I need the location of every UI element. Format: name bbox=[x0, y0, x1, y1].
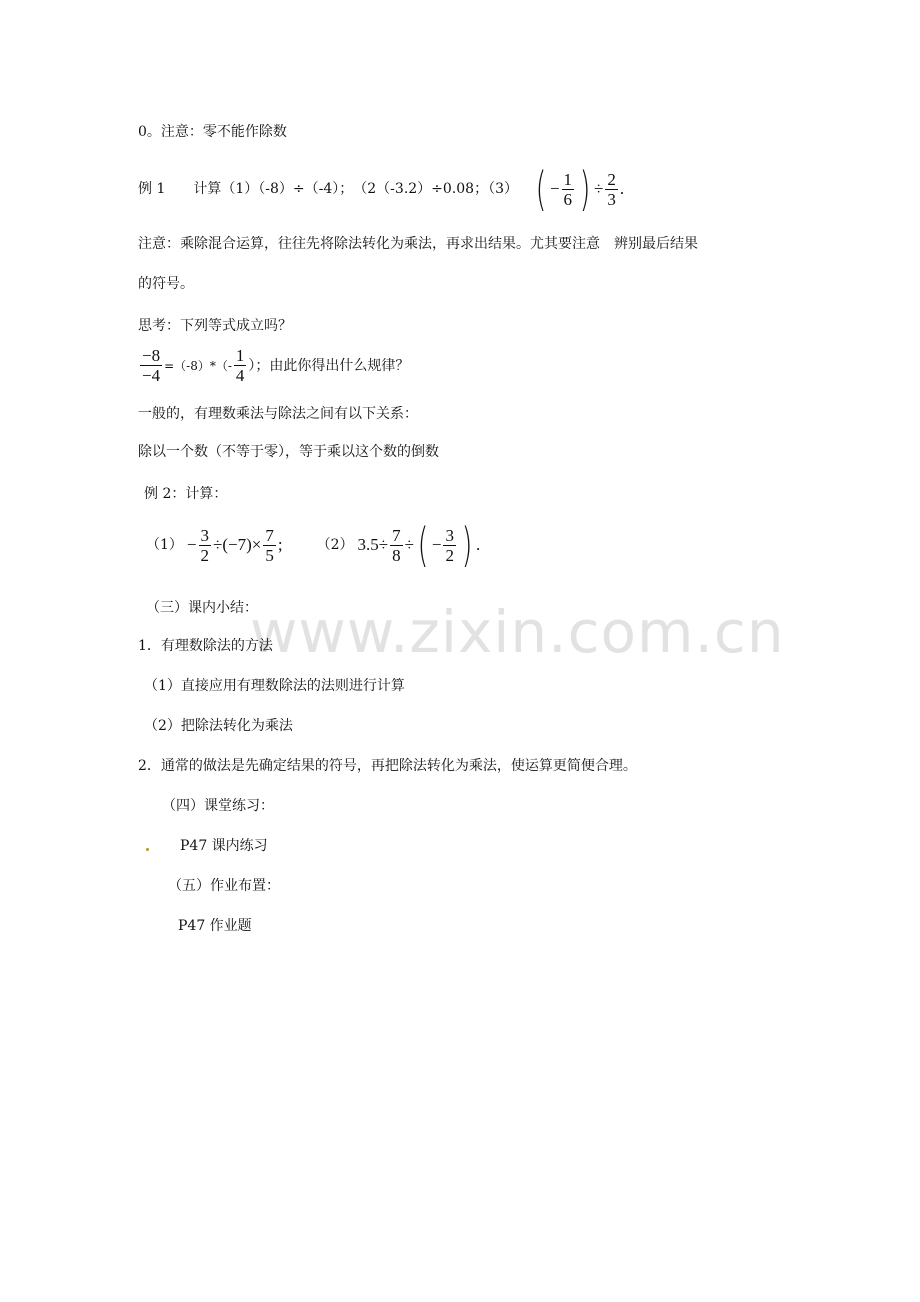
fraction-3-2-b: $\frac{3}{2}$ bbox=[445, 525, 454, 565]
fraction-neg8-neg4: $\frac{-8}{-4}$ bbox=[142, 346, 161, 385]
fraction-7-8: $\frac{7}{8}$ bbox=[392, 525, 401, 565]
homework-item: P47 作业题 bbox=[178, 918, 252, 934]
homework-heading: （五）作业布置： bbox=[168, 878, 280, 894]
equation-tail: ）；由此你得出什么规律？ bbox=[248, 357, 410, 374]
example-1-part3-paren: ( − $\frac{1}{6}$ ) bbox=[535, 162, 591, 216]
summary-item-2: 2．通常的做法是先确定结果的符号，再把除法转化为乘法，使运算更简便合理。 bbox=[138, 758, 637, 774]
dot-marker bbox=[146, 848, 149, 851]
note-line-1: 注意：乘除混合运算，往往先将除法转化为乘法，再求出结果。尤其要注意 辨别最后结果 bbox=[138, 236, 698, 252]
fraction-2-3: $\frac{2}{3}$ bbox=[607, 169, 616, 209]
note-line-2: 的符号。 bbox=[138, 276, 194, 292]
fraction-1-6: $\frac{1}{6}$ bbox=[563, 169, 573, 209]
summary-item-1a: （1）直接应用有理数除法的法则进行计算 bbox=[144, 678, 405, 694]
example-1-label: 例 1 bbox=[138, 181, 166, 197]
example-2-problems: （1） − $\frac{3}{2}$ ÷(−7)× $\frac{7}{5}$ ; （2） 3.5÷ $\frac{7}{8}$ ÷ ( − $\frac{3}{2}$ ) . bbox=[146, 518, 481, 572]
summary-item-1: 1．有理数除法的方法 bbox=[138, 638, 273, 654]
example-1-text: 计算（1）（-8）÷（-4）； （2（-3.2）÷0.08；（3） bbox=[193, 181, 518, 197]
minus-sign: − bbox=[549, 179, 560, 198]
practice-heading: （四）课堂练习： bbox=[162, 798, 274, 814]
fraction-1-4: $\frac{1}{4}$ bbox=[235, 346, 245, 385]
note-zero: 0。注意：零不能作除数 bbox=[138, 124, 287, 140]
equation-middle: =（-8）*（- bbox=[164, 358, 232, 373]
practice-item: P47 课内练习 bbox=[180, 838, 268, 854]
think-question: 思考：下列等式成立吗？ bbox=[138, 318, 292, 334]
general-relation: 一般的，有理数乘法与除法之间有以下关系： bbox=[138, 406, 418, 422]
fraction-3-2: $\frac{3}{2}$ bbox=[200, 525, 210, 565]
summary-item-1b: （2）把除法转化为乘法 bbox=[144, 718, 293, 734]
problem-2-paren: ( − $\frac{3}{2}$ ) bbox=[417, 518, 473, 572]
fraction-7-5: $\frac{7}{5}$ bbox=[265, 525, 274, 565]
problem-1-label: （1） bbox=[146, 537, 183, 553]
watermark: www.zixin.com.cn bbox=[250, 598, 785, 666]
equation-line bbox=[138, 346, 409, 385]
summary-heading: （三）课内小结： bbox=[146, 600, 258, 616]
example-1: 例 1 计算（1）（-8）÷（-4）； （2（-3.2）÷0.08；（3） ( − $\frac{1}{6}$ ) ÷ $\frac{2}{3}$ . bbox=[138, 162, 625, 216]
division-rule: 除以一个数（不等于零），等于乘以这个数的倒数 bbox=[138, 444, 439, 460]
problem-2-label: （2） bbox=[316, 537, 354, 553]
divide-sign: ÷ bbox=[593, 179, 604, 198]
example-2-heading: 例 2：计算： bbox=[144, 486, 228, 502]
